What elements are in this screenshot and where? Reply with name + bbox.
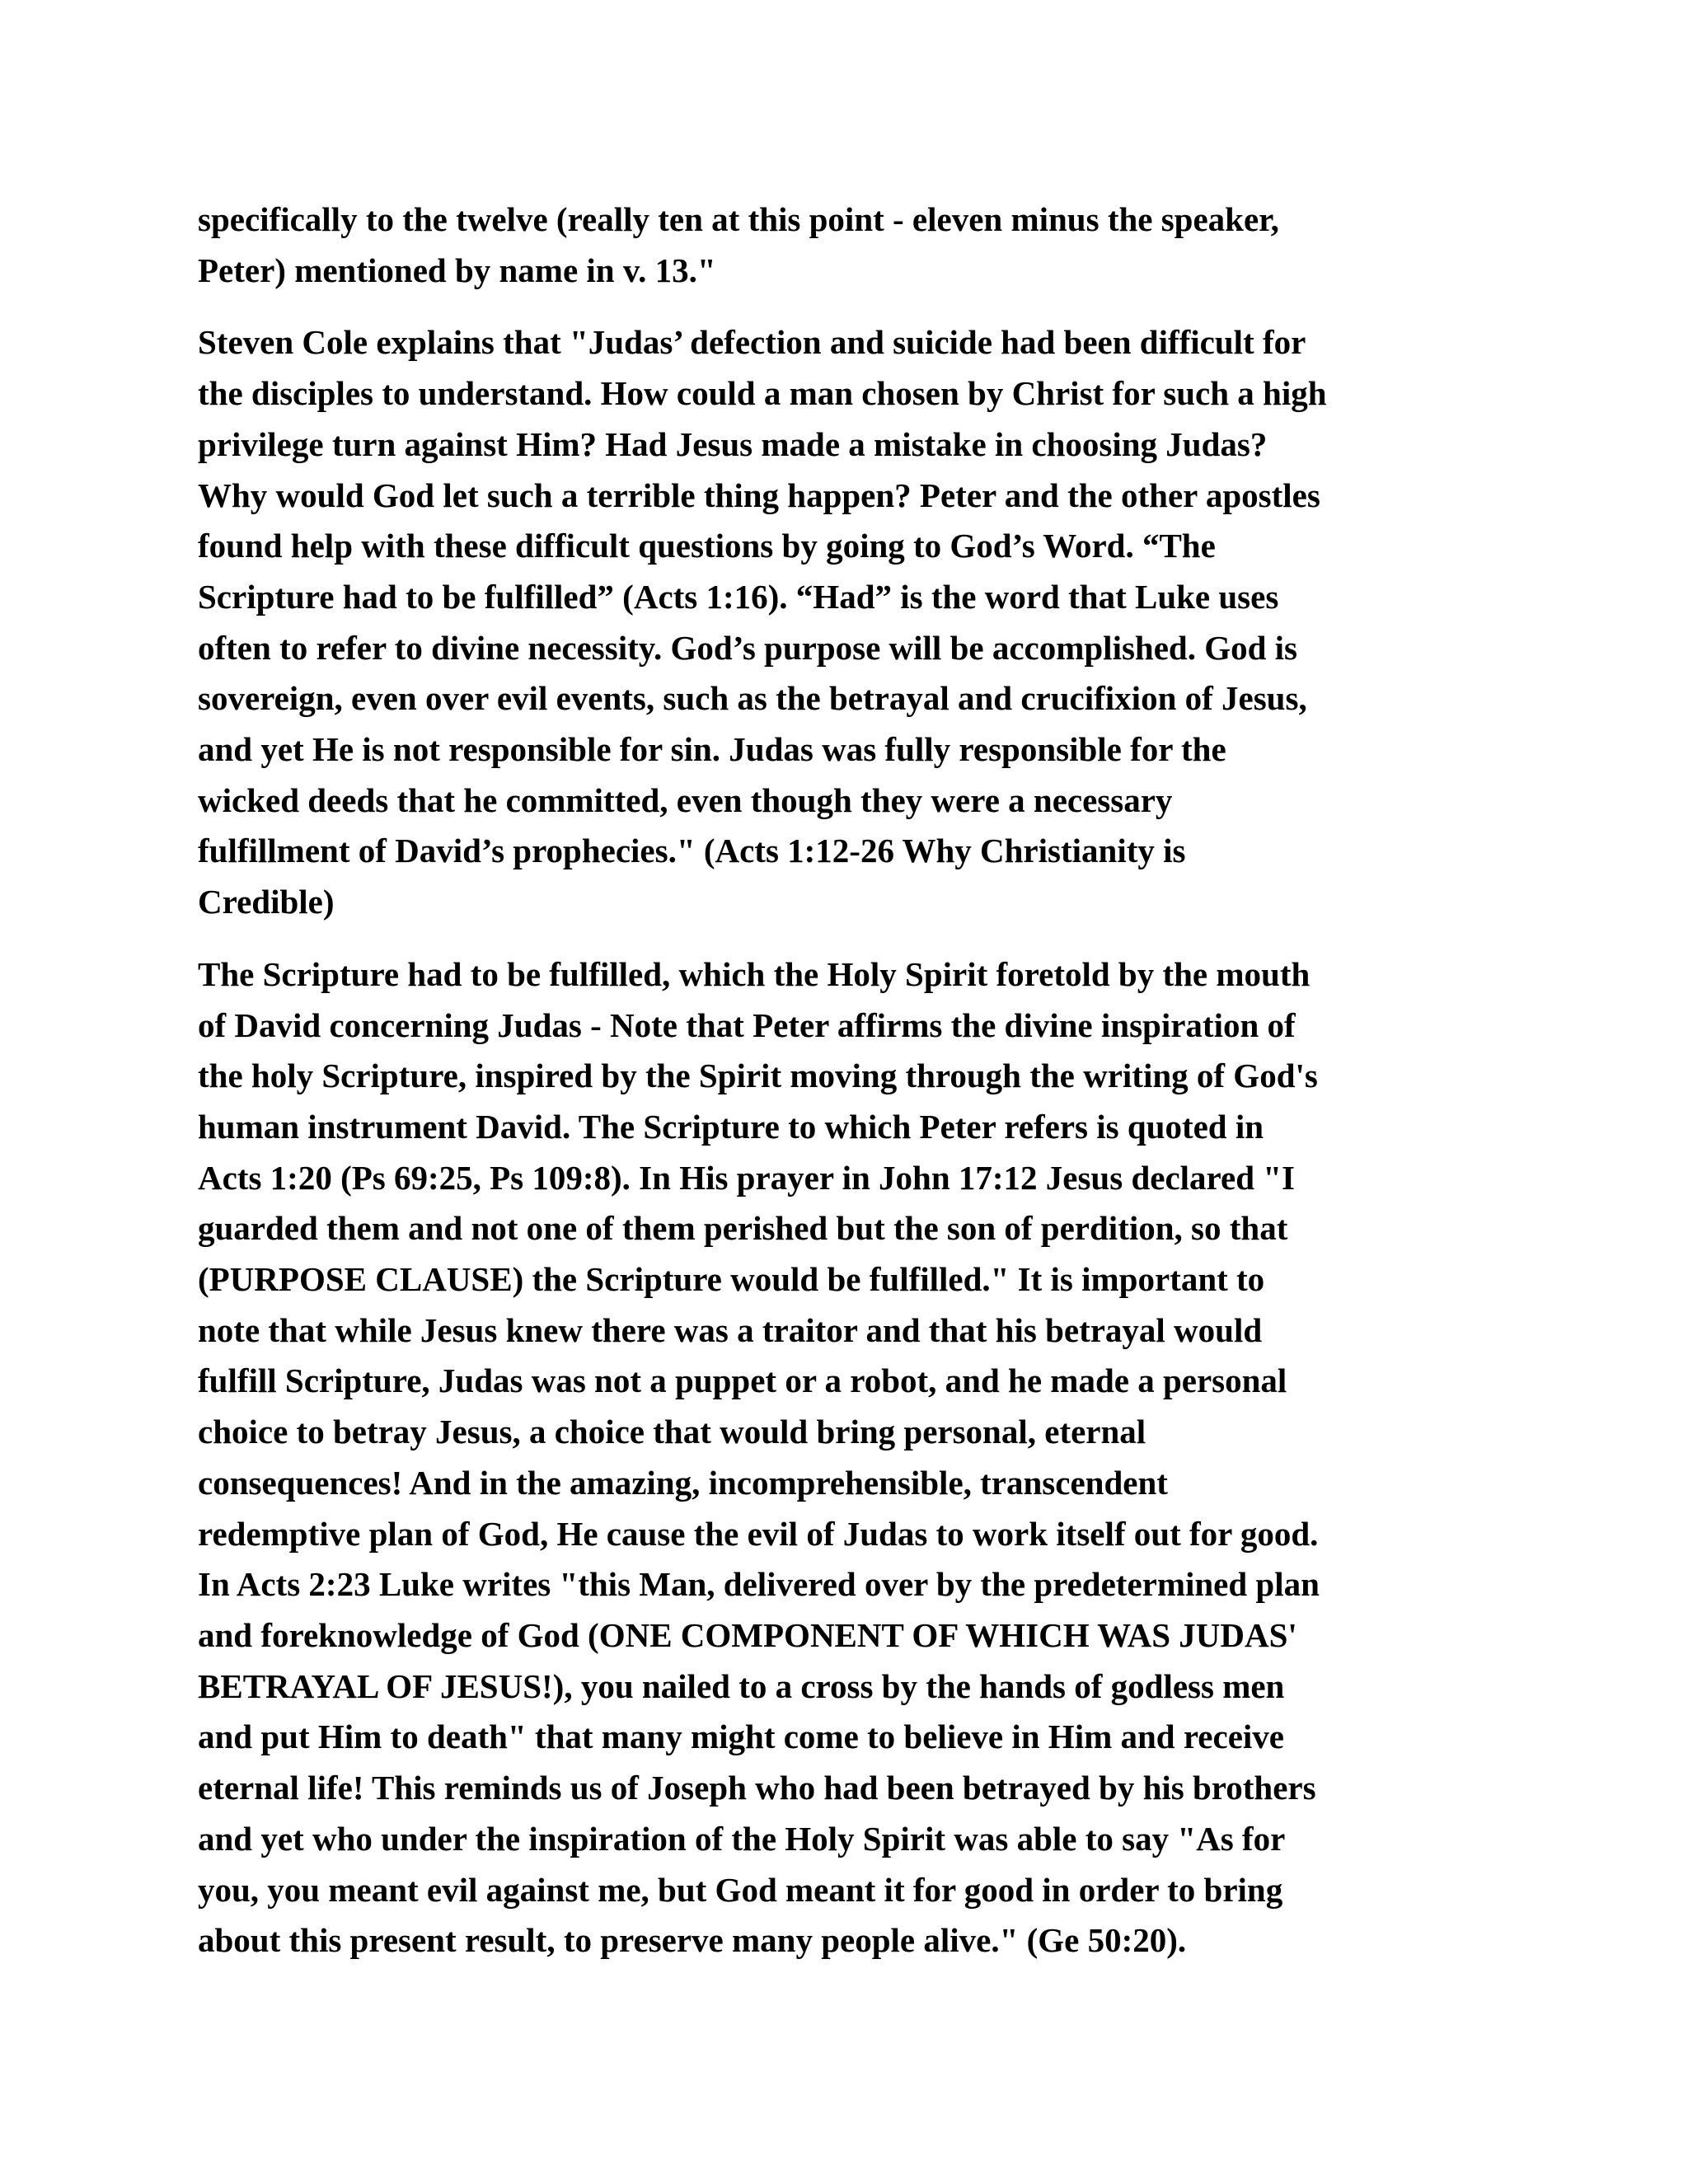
text-line: Acts 1:20 (Ps 69:25, Ps 109:8). In His prayer in John 17:12 Jesus declared "I bbox=[198, 1158, 1295, 1197]
text-line: and yet who under the inspiration of the Holy Spirit was able to say "As for bbox=[198, 1819, 1286, 1858]
text-line: sovereign, even over evil events, such as the betrayal and crucifixion of Jesus, bbox=[198, 679, 1307, 718]
text-line: the disciples to understand. How could a man chosen by Christ for such a high bbox=[198, 374, 1327, 413]
text-line: Credible) bbox=[198, 883, 335, 921]
text-line: BETRAYAL OF JESUS!), you nailed to a cross by the hands of godless men bbox=[198, 1666, 1285, 1705]
text-line: The Scripture had to be fulfilled, which the Holy Spirit foretold by the mouth bbox=[198, 954, 1311, 993]
text-line: redemptive plan of God, He cause the evil of Judas to work itself out for good. bbox=[198, 1514, 1319, 1553]
text-line: eternal life! This reminds us of Joseph who had been betrayed by his brothers bbox=[198, 1769, 1316, 1807]
paragraph-2 bbox=[198, 317, 1488, 927]
text-line: often to refer to divine necessity. God’s purpose will be accomplished. God is bbox=[198, 628, 1298, 667]
text-line: and yet He is not responsible for sin. Judas was fully responsible for the bbox=[198, 730, 1226, 769]
text-line: of David concerning Judas - Note that Peter affirms the divine inspiration of bbox=[198, 1005, 1296, 1044]
text-line: Scripture had to be fulfilled” (Acts 1:16). “Had” is the word that Luke uses bbox=[198, 577, 1279, 616]
text-line: and foreknowledge of God (ONE COMPONENT OF WHICH WAS JUDAS' bbox=[198, 1615, 1297, 1654]
text-line: privilege turn against Him? Had Jesus made a mistake in choosing Judas? bbox=[198, 424, 1268, 463]
text-line: (PURPOSE CLAUSE) the Scripture would be fulfilled." It is important to bbox=[198, 1260, 1265, 1299]
text-line: Steven Cole explains that "Judas’ defection and suicide had been difficult for bbox=[198, 323, 1306, 362]
text-line: the holy Scripture, inspired by the Spirit moving through the writing of God's bbox=[198, 1057, 1318, 1095]
text-line: note that while Jesus knew there was a traitor and that his betrayal would bbox=[198, 1310, 1263, 1349]
text-line: fulfill Scripture, Judas was not a puppet or a robot, and he made a personal bbox=[198, 1361, 1287, 1400]
text-line: human instrument David. The Scripture to which Peter refers is quoted in bbox=[198, 1107, 1264, 1146]
text-line: consequences! And in the amazing, incomprehensible, transcendent bbox=[198, 1463, 1168, 1502]
text-line: In Acts 2:23 Luke writes "this Man, delivered over by the predetermined plan bbox=[198, 1565, 1320, 1604]
text-line: wicked deeds that he committed, even though they were a necessary bbox=[198, 780, 1173, 819]
text-line: Peter) mentioned by name in v. 13." bbox=[198, 251, 716, 289]
text-line: fulfillment of David’s prophecies." (Acts 1:12-26 Why Christianity is bbox=[198, 832, 1186, 870]
text-line: Why would God let such a terrible thing happen? Peter and the other apostles bbox=[198, 476, 1320, 514]
paragraph-3 bbox=[198, 949, 1488, 1966]
text-line: choice to betray Jesus, a choice that would bring personal, eternal bbox=[198, 1413, 1146, 1451]
paragraph-1 bbox=[198, 194, 1488, 296]
document-body bbox=[198, 194, 1488, 1988]
text-line: guarded them and not one of them perished but the son of perdition, so that bbox=[198, 1209, 1288, 1248]
text-line: about this present result, to preserve many people alive." (Ge 50:20). bbox=[198, 1921, 1187, 1960]
text-line: found help with these difficult questions by going to God’s Word. “The bbox=[198, 527, 1216, 565]
text-line: specifically to the twelve (really ten at this point - eleven minus the speaker, bbox=[198, 200, 1279, 238]
text-line: and put Him to death" that many might come to believe in Him and receive bbox=[198, 1718, 1284, 1756]
text-line: you, you meant evil against me, but God meant it for good in order to bring bbox=[198, 1870, 1283, 1909]
